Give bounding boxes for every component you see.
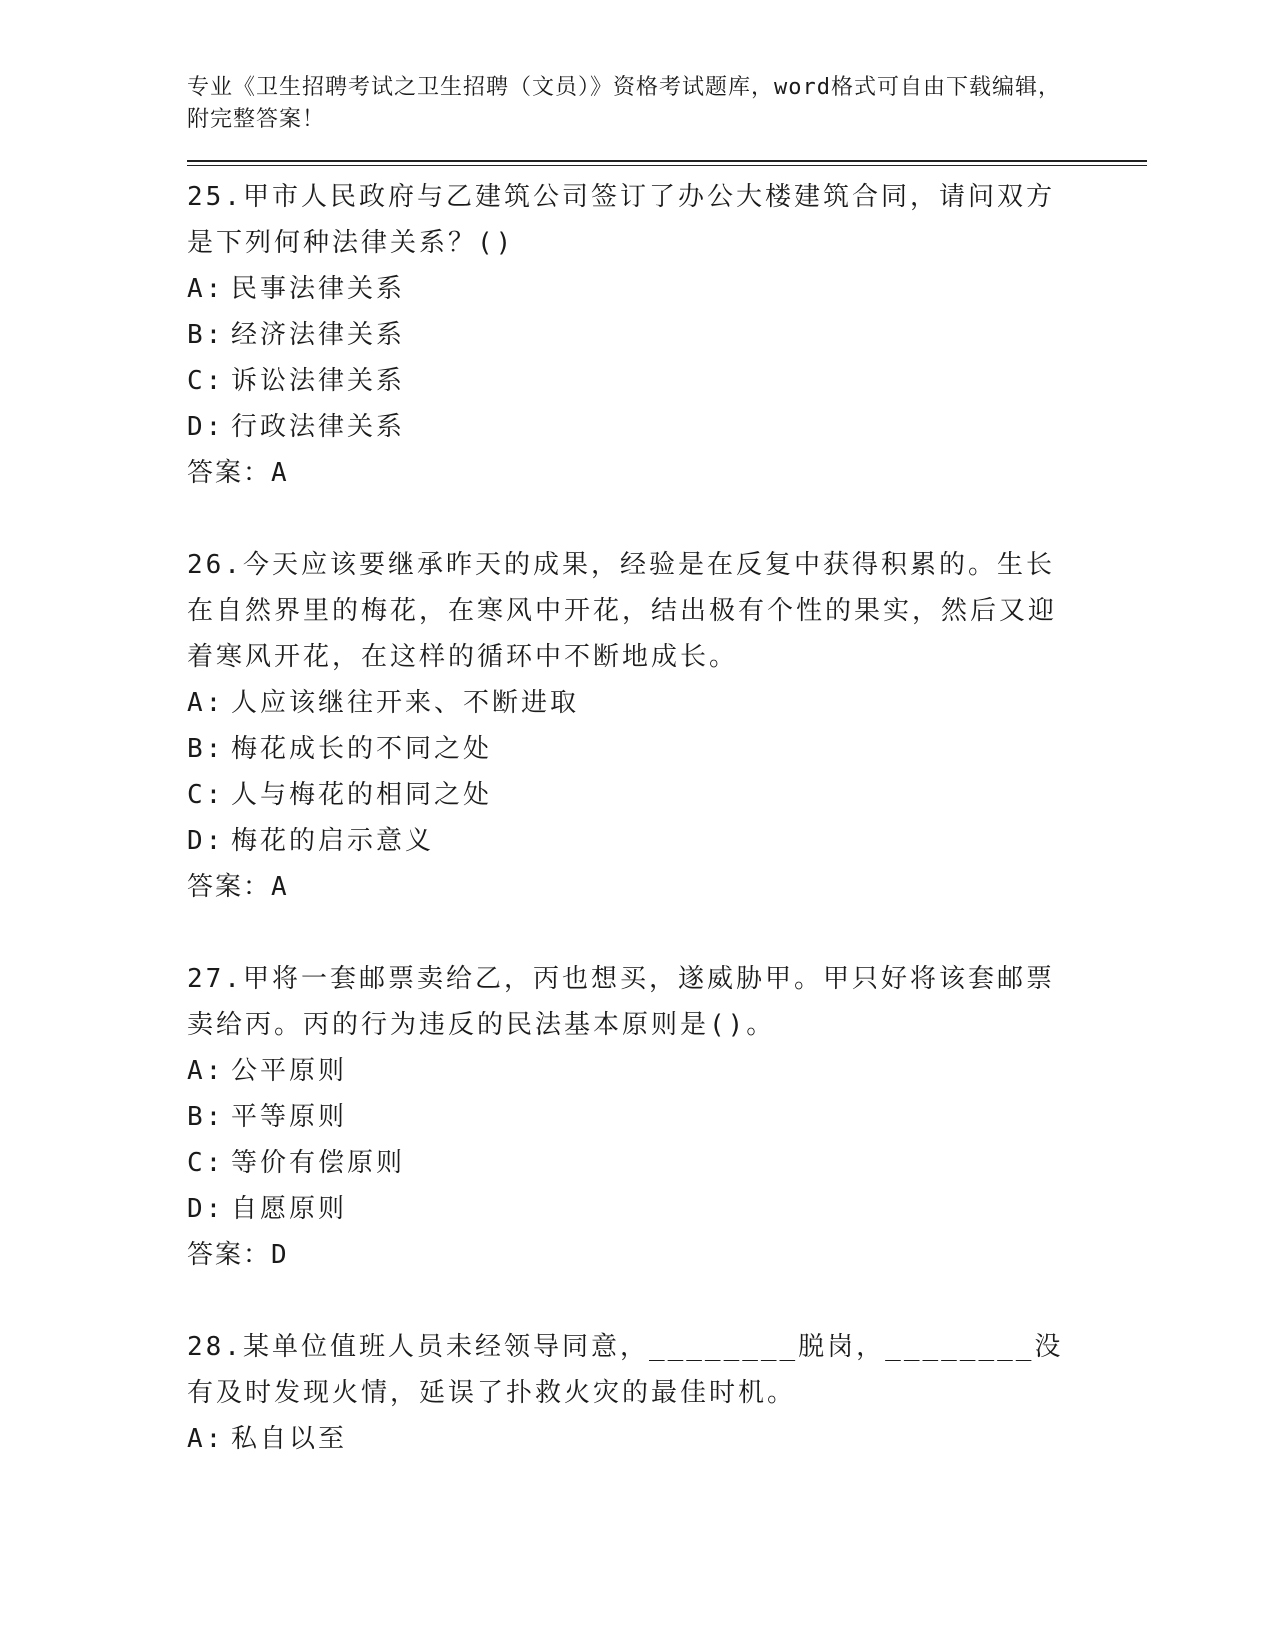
answer-line bbox=[187, 450, 1147, 496]
option-text: 梅花的启示意义 bbox=[231, 826, 435, 856]
document-page bbox=[187, 72, 1147, 1462]
answer-line bbox=[187, 864, 1147, 910]
answer-value: A bbox=[271, 458, 289, 488]
question-25 bbox=[187, 174, 1147, 496]
question-gap bbox=[187, 910, 1147, 956]
option-text: 公平原则 bbox=[231, 1056, 348, 1086]
option-key: A: bbox=[187, 1056, 225, 1086]
option-text: 经济法律关系 bbox=[231, 320, 406, 350]
option-d bbox=[187, 818, 1147, 864]
option-key: A: bbox=[187, 274, 225, 304]
answer-value: D bbox=[271, 1240, 289, 1270]
question-gap bbox=[187, 1278, 1147, 1324]
option-text: 人与梅花的相同之处 bbox=[231, 780, 493, 810]
option-b bbox=[187, 312, 1147, 358]
option-key: C: bbox=[187, 366, 225, 396]
option-c bbox=[187, 1140, 1147, 1186]
option-text: 自愿原则 bbox=[231, 1194, 348, 1224]
option-text: 等价有偿原则 bbox=[231, 1148, 406, 1178]
answer-value: A bbox=[271, 872, 289, 902]
option-a bbox=[187, 266, 1147, 312]
question-text: 28.某单位值班人员未经领导同意，________脱岗，________没有及时发现火情，延误了扑救火灾的最佳时机。 bbox=[187, 1332, 1064, 1408]
option-d bbox=[187, 1186, 1147, 1232]
option-a bbox=[187, 1048, 1147, 1094]
answer-line bbox=[187, 1232, 1147, 1278]
question-26 bbox=[187, 542, 1147, 910]
option-d bbox=[187, 404, 1147, 450]
option-key: D: bbox=[187, 826, 225, 856]
question-gap bbox=[187, 496, 1147, 542]
option-a bbox=[187, 1416, 1147, 1462]
option-text: 诉讼法律关系 bbox=[231, 366, 406, 396]
option-b bbox=[187, 1094, 1147, 1140]
question-28 bbox=[187, 1324, 1147, 1462]
document-header: 专业《卫生招聘考试之卫生招聘（文员）》资格考试题库，word格式可自由下载编辑，附完整答案！ bbox=[187, 75, 1061, 132]
option-key: B: bbox=[187, 734, 225, 764]
option-key: A: bbox=[187, 688, 225, 718]
question-text: 27.甲将一套邮票卖给乙，丙也想买，遂威胁甲。甲只好将该套邮票卖给丙。丙的行为违反的民法基本原则是()。 bbox=[187, 964, 1055, 1040]
option-key: B: bbox=[187, 320, 225, 350]
answer-label: 答案： bbox=[187, 458, 272, 488]
divider-line-thick bbox=[187, 160, 1147, 162]
header-divider bbox=[187, 160, 1147, 166]
question-27 bbox=[187, 956, 1147, 1278]
answer-label: 答案： bbox=[187, 872, 272, 902]
option-text: 人应该继往开来、不断进取 bbox=[231, 688, 580, 718]
option-text: 梅花成长的不同之处 bbox=[231, 734, 493, 764]
option-c bbox=[187, 358, 1147, 404]
option-key: D: bbox=[187, 412, 225, 442]
option-text: 私自以至 bbox=[231, 1424, 348, 1454]
option-text: 行政法律关系 bbox=[231, 412, 406, 442]
divider-line-thin bbox=[187, 165, 1147, 166]
option-key: B: bbox=[187, 1102, 225, 1132]
answer-label: 答案： bbox=[187, 1240, 272, 1270]
option-key: D: bbox=[187, 1194, 225, 1224]
option-c bbox=[187, 772, 1147, 818]
option-key: C: bbox=[187, 780, 225, 810]
question-text: 26.今天应该要继承昨天的成果，经验是在反复中获得积累的。生长在自然界里的梅花，在寒风中开花，结出极有个性的果实，然后又迎着寒风开花，在这样的循环中不断地成长。 bbox=[187, 550, 1058, 672]
question-text: 25.甲市人民政府与乙建筑公司签订了办公大楼建筑合同，请问双方是下列何种法律关系？() bbox=[187, 182, 1055, 258]
option-b bbox=[187, 726, 1147, 772]
option-a bbox=[187, 680, 1147, 726]
option-text: 民事法律关系 bbox=[231, 274, 406, 304]
option-text: 平等原则 bbox=[231, 1102, 348, 1132]
option-key: A: bbox=[187, 1424, 225, 1454]
option-key: C: bbox=[187, 1148, 225, 1178]
